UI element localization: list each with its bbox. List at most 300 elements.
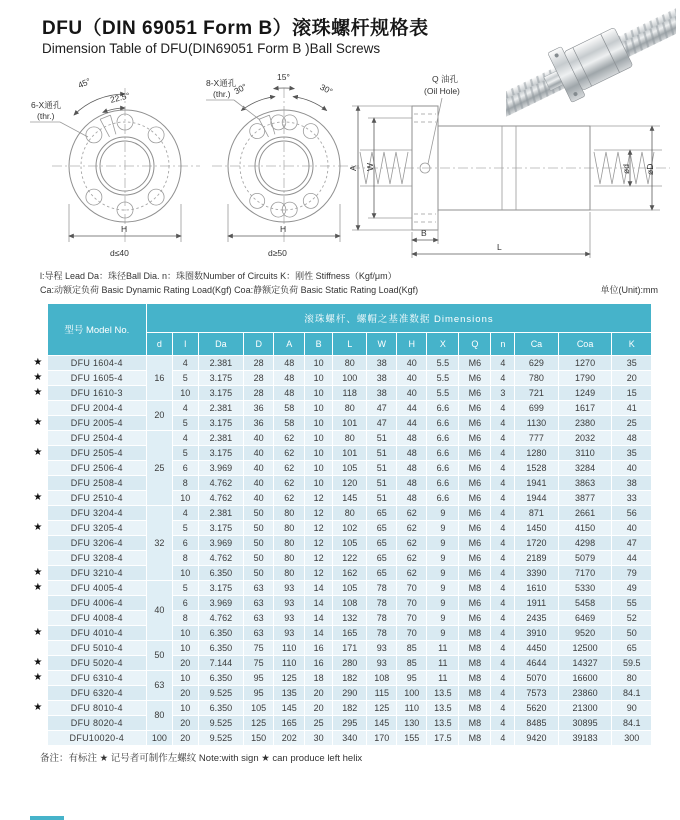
model-no-cell: DFU 8010-4 xyxy=(47,700,146,715)
value-cell-A: 93 xyxy=(274,610,305,625)
value-cell-Coa: 23860 xyxy=(558,685,612,700)
left-helix-star: ★ xyxy=(29,655,48,670)
value-cell-Da: 2.381 xyxy=(198,355,244,370)
value-cell-Ca: 699 xyxy=(515,400,558,415)
angle-15-label: 15° xyxy=(277,71,290,82)
value-cell-B: 16 xyxy=(305,640,333,655)
value-cell-D: 50 xyxy=(244,520,274,535)
value-cell-l: 4 xyxy=(172,505,198,520)
value-cell-Q: M6 xyxy=(459,565,491,580)
table-row xyxy=(29,445,652,460)
value-cell-Ca: 2189 xyxy=(515,550,558,565)
value-cell-A: 110 xyxy=(274,640,305,655)
value-cell-L: 105 xyxy=(333,460,367,475)
value-cell-K: 56 xyxy=(612,505,652,520)
value-cell-Q: M6 xyxy=(459,610,491,625)
column-header-Ca: Ca xyxy=(515,332,558,355)
value-cell-l: 10 xyxy=(172,385,198,400)
star-placeholder xyxy=(29,610,48,625)
value-cell-B: 12 xyxy=(305,505,333,520)
value-cell-X: 6.6 xyxy=(427,445,459,460)
value-cell-n: 4 xyxy=(491,640,515,655)
value-cell-B: 14 xyxy=(305,610,333,625)
column-header-d: d xyxy=(146,332,172,355)
value-cell-X: 6.6 xyxy=(427,460,459,475)
value-cell-Da: 9.525 xyxy=(198,730,244,745)
value-cell-Da: 6.350 xyxy=(198,700,244,715)
star-placeholder xyxy=(29,685,48,700)
table-row xyxy=(29,550,652,565)
value-cell-L: 280 xyxy=(333,655,367,670)
table-row xyxy=(29,700,652,715)
value-cell-B: 10 xyxy=(305,415,333,430)
value-cell-K: 33 xyxy=(612,490,652,505)
value-cell-l: 10 xyxy=(172,625,198,640)
value-cell-n: 4 xyxy=(491,700,515,715)
legend-block xyxy=(40,270,658,298)
dim-od-big-label: øD xyxy=(645,163,655,175)
value-cell-Coa: 1790 xyxy=(558,370,612,385)
value-cell-n: 4 xyxy=(491,655,515,670)
table-row xyxy=(29,505,652,520)
angle-22-label: 22.5° xyxy=(109,90,131,105)
value-cell-Ca: 4450 xyxy=(515,640,558,655)
value-cell-K: 41 xyxy=(612,400,652,415)
value-cell-Q: M6 xyxy=(459,595,491,610)
value-cell-L: 122 xyxy=(333,550,367,565)
value-cell-l: 5 xyxy=(172,370,198,385)
value-cell-X: 9 xyxy=(427,550,459,565)
value-cell-H: 85 xyxy=(397,640,427,655)
value-cell-Q: M8 xyxy=(459,640,491,655)
table-row xyxy=(29,370,652,385)
value-cell-D: 125 xyxy=(244,715,274,730)
model-no-cell: DFU 6310-4 xyxy=(47,670,146,685)
model-no-cell: DFU 4010-4 xyxy=(47,625,146,640)
value-cell-X: 11 xyxy=(427,670,459,685)
value-cell-Da: 6.350 xyxy=(198,565,244,580)
value-cell-Da: 4.762 xyxy=(198,475,244,490)
d-group-cell: 20 xyxy=(146,400,172,430)
flange-front-view-8hole xyxy=(204,58,364,268)
value-cell-n: 4 xyxy=(491,505,515,520)
table-row xyxy=(29,610,652,625)
value-cell-Ca: 9420 xyxy=(515,730,558,745)
table-row xyxy=(29,595,652,610)
value-cell-Coa: 3863 xyxy=(558,475,612,490)
value-cell-n: 3 xyxy=(491,385,515,400)
value-cell-l: 10 xyxy=(172,670,198,685)
value-cell-D: 75 xyxy=(244,640,274,655)
star-placeholder xyxy=(29,460,48,475)
value-cell-n: 4 xyxy=(491,490,515,505)
value-cell-n: 4 xyxy=(491,370,515,385)
footnote: 备注：有标注 ★ 记号者可制作左螺纹 Note:with sign ★ can produce left helix xyxy=(40,752,363,764)
value-cell-B: 20 xyxy=(305,700,333,715)
value-cell-B: 12 xyxy=(305,550,333,565)
value-cell-Q: M6 xyxy=(459,370,491,385)
value-cell-A: 80 xyxy=(274,550,305,565)
value-cell-l: 10 xyxy=(172,565,198,580)
value-cell-B: 12 xyxy=(305,535,333,550)
model-no-cell: DFU10020-4 xyxy=(47,730,146,745)
value-cell-Ca: 4644 xyxy=(515,655,558,670)
table-body xyxy=(29,355,652,745)
value-cell-L: 171 xyxy=(333,640,367,655)
value-cell-A: 62 xyxy=(274,490,305,505)
legend-line-1: l:导程 Lead Da：珠径Ball Dia. n：珠圈数Number of Circuits K：刚性 Stiffness（Kgf/μm） xyxy=(40,270,397,281)
value-cell-H: 62 xyxy=(397,505,427,520)
value-cell-L: 80 xyxy=(333,430,367,445)
value-cell-L: 118 xyxy=(333,385,367,400)
hole-label-8-en: (thr.) xyxy=(213,88,231,99)
value-cell-Da: 6.350 xyxy=(198,640,244,655)
value-cell-Da: 9.525 xyxy=(198,685,244,700)
model-no-cell: DFU 3206-4 xyxy=(47,535,146,550)
value-cell-Ca: 1280 xyxy=(515,445,558,460)
value-cell-n: 4 xyxy=(491,520,515,535)
value-cell-H: 48 xyxy=(397,445,427,460)
table-row xyxy=(29,430,652,445)
value-cell-Ca: 629 xyxy=(515,355,558,370)
value-cell-Coa: 6469 xyxy=(558,610,612,625)
value-cell-A: 80 xyxy=(274,520,305,535)
value-cell-B: 12 xyxy=(305,520,333,535)
dim-l-label: L xyxy=(497,241,502,252)
value-cell-Coa: 5079 xyxy=(558,550,612,565)
value-cell-W: 78 xyxy=(367,610,397,625)
value-cell-H: 62 xyxy=(397,550,427,565)
model-no-cell: DFU 5020-4 xyxy=(47,655,146,670)
value-cell-n: 4 xyxy=(491,535,515,550)
value-cell-Ca: 3390 xyxy=(515,565,558,580)
value-cell-L: 162 xyxy=(333,565,367,580)
value-cell-L: 295 xyxy=(333,715,367,730)
value-cell-B: 12 xyxy=(305,490,333,505)
d-group-cell: 40 xyxy=(146,580,172,640)
value-cell-l: 10 xyxy=(172,490,198,505)
value-cell-Coa: 21300 xyxy=(558,700,612,715)
value-cell-D: 40 xyxy=(244,490,274,505)
value-cell-Da: 3.175 xyxy=(198,445,244,460)
value-cell-A: 80 xyxy=(274,535,305,550)
value-cell-W: 65 xyxy=(367,550,397,565)
value-cell-H: 130 xyxy=(397,715,427,730)
value-cell-n: 4 xyxy=(491,715,515,730)
technical-drawings xyxy=(28,58,655,270)
value-cell-X: 9 xyxy=(427,565,459,580)
value-cell-H: 85 xyxy=(397,655,427,670)
value-cell-Ca: 1944 xyxy=(515,490,558,505)
value-cell-L: 165 xyxy=(333,625,367,640)
dim-b-label: B xyxy=(421,227,427,238)
value-cell-K: 52 xyxy=(612,610,652,625)
spec-table xyxy=(28,303,652,746)
value-cell-Q: M8 xyxy=(459,685,491,700)
column-header-Da: Da xyxy=(198,332,244,355)
column-header-X: X xyxy=(427,332,459,355)
value-cell-D: 95 xyxy=(244,670,274,685)
value-cell-K: 84.1 xyxy=(612,685,652,700)
value-cell-L: 80 xyxy=(333,355,367,370)
value-cell-n: 4 xyxy=(491,355,515,370)
value-cell-Coa: 39183 xyxy=(558,730,612,745)
model-no-cell: DFU 2510-4 xyxy=(47,490,146,505)
value-cell-A: 58 xyxy=(274,400,305,415)
nut-side-view xyxy=(346,68,674,268)
value-cell-H: 62 xyxy=(397,565,427,580)
page-title: DFU（DIN 69051 Form B）滚珠螺杆规格表 xyxy=(42,18,429,39)
value-cell-X: 6.6 xyxy=(427,475,459,490)
value-cell-K: 25 xyxy=(612,415,652,430)
model-no-cell: DFU 2506-4 xyxy=(47,460,146,475)
table-row xyxy=(29,730,652,745)
value-cell-B: 10 xyxy=(305,475,333,490)
value-cell-Q: M6 xyxy=(459,415,491,430)
value-cell-Q: M8 xyxy=(459,670,491,685)
value-cell-L: 145 xyxy=(333,490,367,505)
value-cell-Coa: 4150 xyxy=(558,520,612,535)
star-placeholder xyxy=(29,430,48,445)
value-cell-l: 8 xyxy=(172,475,198,490)
value-cell-A: 125 xyxy=(274,670,305,685)
value-cell-L: 101 xyxy=(333,445,367,460)
left-helix-star: ★ xyxy=(29,670,48,685)
model-no-cell: DFU 2505-4 xyxy=(47,445,146,460)
value-cell-B: 25 xyxy=(305,715,333,730)
value-cell-H: 40 xyxy=(397,370,427,385)
value-cell-Ca: 5070 xyxy=(515,670,558,685)
value-cell-D: 63 xyxy=(244,580,274,595)
table-row xyxy=(29,565,652,580)
value-cell-l: 6 xyxy=(172,460,198,475)
table-row xyxy=(29,460,652,475)
table-row xyxy=(29,685,652,700)
value-cell-L: 105 xyxy=(333,535,367,550)
value-cell-A: 93 xyxy=(274,595,305,610)
value-cell-Coa: 16600 xyxy=(558,670,612,685)
value-cell-Q: M8 xyxy=(459,625,491,640)
value-cell-K: 15 xyxy=(612,385,652,400)
value-cell-Q: M6 xyxy=(459,535,491,550)
value-cell-D: 28 xyxy=(244,355,274,370)
value-cell-A: 135 xyxy=(274,685,305,700)
flange-front-view-6hole xyxy=(30,58,202,268)
value-cell-L: 80 xyxy=(333,400,367,415)
value-cell-n: 4 xyxy=(491,595,515,610)
value-cell-Ca: 1130 xyxy=(515,415,558,430)
left-helix-star: ★ xyxy=(29,445,48,460)
table-row xyxy=(29,670,652,685)
d-group-cell: 25 xyxy=(146,430,172,505)
value-cell-D: 150 xyxy=(244,730,274,745)
value-cell-B: 14 xyxy=(305,595,333,610)
left-helix-star: ★ xyxy=(29,370,48,385)
star-placeholder xyxy=(29,595,48,610)
left-helix-star: ★ xyxy=(29,490,48,505)
value-cell-H: 48 xyxy=(397,475,427,490)
star-placeholder xyxy=(29,550,48,565)
value-cell-Coa: 3877 xyxy=(558,490,612,505)
table-row xyxy=(29,415,652,430)
value-cell-H: 95 xyxy=(397,670,427,685)
value-cell-n: 4 xyxy=(491,610,515,625)
value-cell-Q: M6 xyxy=(459,460,491,475)
value-cell-A: 62 xyxy=(274,430,305,445)
table-row xyxy=(29,475,652,490)
value-cell-l: 5 xyxy=(172,520,198,535)
value-cell-X: 9 xyxy=(427,505,459,520)
value-cell-n: 4 xyxy=(491,400,515,415)
value-cell-W: 65 xyxy=(367,505,397,520)
value-cell-K: 84.1 xyxy=(612,715,652,730)
value-cell-K: 65 xyxy=(612,640,652,655)
hole-label-6-en: (thr.) xyxy=(37,110,55,121)
value-cell-D: 95 xyxy=(244,685,274,700)
value-cell-l: 5 xyxy=(172,415,198,430)
model-no-cell: DFU 3204-4 xyxy=(47,505,146,520)
value-cell-A: 110 xyxy=(274,655,305,670)
model-no-cell: DFU 3205-4 xyxy=(47,520,146,535)
table-row xyxy=(29,385,652,400)
value-cell-Coa: 5458 xyxy=(558,595,612,610)
value-cell-B: 20 xyxy=(305,685,333,700)
value-cell-Q: M8 xyxy=(459,715,491,730)
value-cell-l: 5 xyxy=(172,580,198,595)
value-cell-K: 90 xyxy=(612,700,652,715)
value-cell-W: 51 xyxy=(367,430,397,445)
left-helix-star: ★ xyxy=(29,355,48,370)
value-cell-K: 35 xyxy=(612,445,652,460)
value-cell-W: 51 xyxy=(367,475,397,490)
value-cell-Q: M6 xyxy=(459,520,491,535)
value-cell-l: 4 xyxy=(172,430,198,445)
star-placeholder xyxy=(29,505,48,520)
value-cell-W: 65 xyxy=(367,520,397,535)
value-cell-Ca: 1610 xyxy=(515,580,558,595)
value-cell-W: 93 xyxy=(367,655,397,670)
value-cell-W: 38 xyxy=(367,370,397,385)
value-cell-X: 6.6 xyxy=(427,430,459,445)
star-placeholder xyxy=(29,535,48,550)
value-cell-Q: M6 xyxy=(459,505,491,520)
value-cell-Da: 3.969 xyxy=(198,460,244,475)
value-cell-X: 9 xyxy=(427,580,459,595)
column-header-W: W xyxy=(367,332,397,355)
value-cell-Q: M8 xyxy=(459,655,491,670)
value-cell-Q: M8 xyxy=(459,580,491,595)
value-cell-H: 40 xyxy=(397,355,427,370)
value-cell-L: 182 xyxy=(333,670,367,685)
value-cell-H: 48 xyxy=(397,460,427,475)
model-no-header: 型号 Model No. xyxy=(47,303,146,355)
angle-45-label: 45° xyxy=(76,75,93,91)
model-no-cell: DFU 1605-4 xyxy=(47,370,146,385)
value-cell-Coa: 2032 xyxy=(558,430,612,445)
value-cell-n: 4 xyxy=(491,550,515,565)
value-cell-l: 10 xyxy=(172,700,198,715)
value-cell-H: 48 xyxy=(397,430,427,445)
value-cell-X: 5.5 xyxy=(427,370,459,385)
star-placeholder xyxy=(29,730,48,745)
value-cell-L: 120 xyxy=(333,475,367,490)
value-cell-Da: 7.144 xyxy=(198,655,244,670)
model-no-cell: DFU 2005-4 xyxy=(47,415,146,430)
value-cell-D: 50 xyxy=(244,535,274,550)
value-cell-l: 20 xyxy=(172,685,198,700)
value-cell-Ca: 1911 xyxy=(515,595,558,610)
oil-hole-label-en: (Oil Hole) xyxy=(424,85,460,96)
value-cell-Coa: 30895 xyxy=(558,715,612,730)
star-column-header xyxy=(29,303,48,355)
value-cell-K: 47 xyxy=(612,535,652,550)
model-no-cell: DFU 4008-4 xyxy=(47,610,146,625)
value-cell-D: 50 xyxy=(244,565,274,580)
value-cell-X: 17.5 xyxy=(427,730,459,745)
value-cell-X: 5.5 xyxy=(427,385,459,400)
d-group-cell: 32 xyxy=(146,505,172,580)
dimensions-header: 滚珠螺杆、螺帽之基准数据 Dimensions xyxy=(146,303,651,332)
value-cell-A: 80 xyxy=(274,505,305,520)
value-cell-L: 102 xyxy=(333,520,367,535)
value-cell-Q: M6 xyxy=(459,400,491,415)
value-cell-H: 70 xyxy=(397,595,427,610)
value-cell-A: 80 xyxy=(274,565,305,580)
value-cell-W: 65 xyxy=(367,535,397,550)
value-cell-D: 50 xyxy=(244,550,274,565)
hole-label-8: 8-X通孔 xyxy=(206,77,237,88)
value-cell-D: 36 xyxy=(244,400,274,415)
value-cell-W: 78 xyxy=(367,625,397,640)
value-cell-B: 14 xyxy=(305,625,333,640)
value-cell-Coa: 14327 xyxy=(558,655,612,670)
oil-hole-label: Q 油孔 xyxy=(432,73,458,84)
value-cell-Ca: 5620 xyxy=(515,700,558,715)
value-cell-Da: 3.969 xyxy=(198,535,244,550)
value-cell-Q: M6 xyxy=(459,490,491,505)
value-cell-Da: 2.381 xyxy=(198,505,244,520)
d-group-cell: 50 xyxy=(146,640,172,670)
value-cell-l: 5 xyxy=(172,445,198,460)
value-cell-n: 4 xyxy=(491,730,515,745)
value-cell-B: 10 xyxy=(305,385,333,400)
column-header-B: B xyxy=(305,332,333,355)
model-no-cell: DFU 4005-4 xyxy=(47,580,146,595)
column-header-K: K xyxy=(612,332,652,355)
value-cell-Q: M6 xyxy=(459,355,491,370)
value-cell-W: 47 xyxy=(367,400,397,415)
value-cell-A: 62 xyxy=(274,445,305,460)
value-cell-B: 10 xyxy=(305,400,333,415)
column-header-H: H xyxy=(397,332,427,355)
value-cell-B: 10 xyxy=(305,355,333,370)
value-cell-W: 51 xyxy=(367,490,397,505)
value-cell-K: 35 xyxy=(612,355,652,370)
value-cell-L: 105 xyxy=(333,580,367,595)
value-cell-A: 93 xyxy=(274,625,305,640)
value-cell-H: 40 xyxy=(397,385,427,400)
value-cell-Q: M6 xyxy=(459,475,491,490)
column-header-D: D xyxy=(244,332,274,355)
value-cell-D: 40 xyxy=(244,430,274,445)
value-cell-Ca: 780 xyxy=(515,370,558,385)
value-cell-D: 40 xyxy=(244,460,274,475)
value-cell-Ca: 721 xyxy=(515,385,558,400)
value-cell-H: 110 xyxy=(397,700,427,715)
value-cell-Ca: 777 xyxy=(515,430,558,445)
value-cell-D: 63 xyxy=(244,625,274,640)
value-cell-Ca: 1450 xyxy=(515,520,558,535)
